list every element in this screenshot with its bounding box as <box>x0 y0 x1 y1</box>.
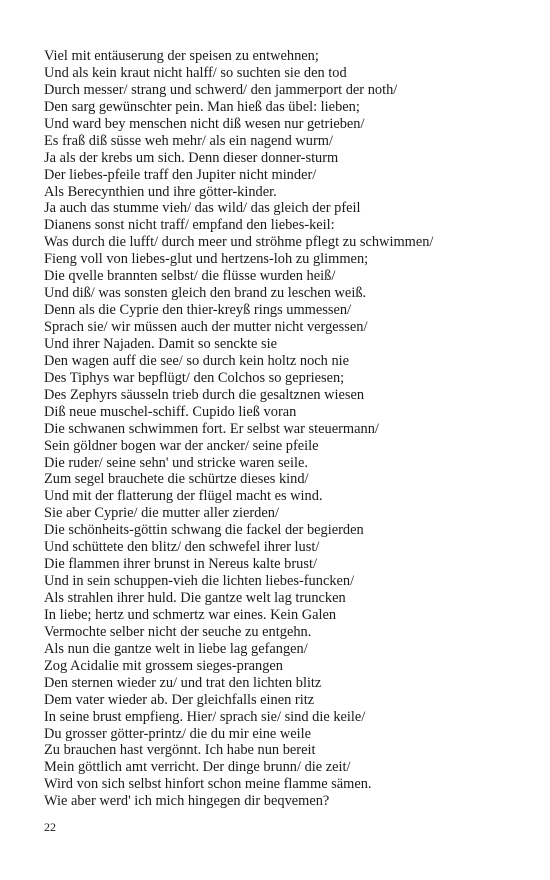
poem-line: Die ruder/ seine sehn' und stricke waren seile. <box>44 454 308 471</box>
poem-line: Durch messer/ strang und schwerd/ den jammerport der noth/ <box>44 81 398 98</box>
poem-line: Der liebes-pfeile traff den Jupiter nicht minder/ <box>44 166 317 183</box>
poem-line: In seine brust empfieng. Hier/ sprach sie/ sind die keile/ <box>44 708 366 725</box>
poem-line: Dem vater wieder ab. Der gleichfalls einen ritz <box>44 691 315 708</box>
poem-line: Diß neue muschel-schiff. Cupido ließ voran <box>44 403 297 420</box>
poem-text <box>44 48 534 810</box>
poem-line: In liebe; hertz und schmertz war eines. Kein Galen <box>44 606 337 623</box>
poem-line: Du grosser götter-printz/ die du mir eine weile <box>44 725 312 742</box>
poem-line: Ja auch das stumme vieh/ das wild/ das gleich der pfeil <box>44 200 361 217</box>
poem-line: Die qvelle brannten selbst/ die flüsse wurden heiß/ <box>44 268 336 285</box>
poem-line: Vermochte selber nicht der seuche zu entgehn. <box>44 623 312 640</box>
poem-line: Zu brauchen hast vergönnt. Ich habe nun bereit <box>44 742 316 759</box>
poem-line: Sein göldner bogen war der ancker/ seine pfeile <box>44 437 319 454</box>
poem-line: Die schwanen schwimmen fort. Er selbst war steuermann/ <box>44 420 379 437</box>
poem-line: Als strahlen ihrer huld. Die gantze welt lag truncken <box>44 590 346 606</box>
poem-line: Denn als die Cyprie den thier-kreyß rings ummessen/ <box>44 302 352 319</box>
poem-line: Fieng voll von liebes-glut und hertzens-loh zu glimmen; <box>44 251 369 268</box>
poem-line: Die schönheits-göttin schwang die fackel der begierden <box>44 522 364 539</box>
poem-line: Wird von sich selbst hinfort schon meine flamme sämen. <box>44 776 372 793</box>
poem-line: Zum segel brauchete die schürtze dieses kind/ <box>44 471 309 488</box>
poem-line: Sprach sie/ wir müssen auch der mutter nicht vergessen/ <box>44 319 368 335</box>
poem-line: Als nun die gantze welt in liebe lag gefangen/ <box>44 640 308 657</box>
poem-line: Und ward bey menschen nicht diß wesen nur getrieben/ <box>44 115 365 132</box>
poem-line: Mein göttlich amt verricht. Der dinge brunn/ die zeit/ <box>44 759 351 776</box>
poem-line: Den wagen auff die see/ so durch kein holtz noch nie <box>44 352 350 369</box>
poem-line: Sie aber Cyprie/ die mutter aller zierden/ <box>44 505 279 522</box>
poem-line: Die flammen ihrer brunst in Nereus kalte brust/ <box>44 556 317 573</box>
poem-line: Den sternen wieder zu/ und trat den lichten blitz <box>44 674 322 691</box>
poem-line: Und mit der flatterung der flügel macht es wind. <box>44 488 323 505</box>
poem-line: Wie aber werd' ich mich hingegen dir beqvemen? <box>44 793 330 810</box>
poem-line: Als Berecynthien und ihre götter-kinder. <box>44 183 277 200</box>
poem-line: Und als kein kraut nicht halff/ so suchten sie den tod <box>44 64 347 81</box>
poem-line: Den sarg gewünschter pein. Man hieß das übel: lieben; <box>44 98 360 115</box>
poem-line: Und in sein schuppen-vieh die lichten liebes-funcken/ <box>44 573 355 590</box>
poem-line: Und diß/ was sonsten gleich den brand zu leschen weiß. <box>44 285 367 302</box>
poem-line: Und ihrer Najaden. Damit so senckte sie <box>44 335 277 352</box>
poem-line: Des Zephyrs säusseln trieb durch die gesaltznen wiesen <box>44 386 365 403</box>
poem-line: Viel mit entäuserung der speisen zu entwehnen; <box>44 48 319 64</box>
poem-line: Was durch die lufft/ durch meer und ströhme pflegt zu schwimmen/ <box>44 234 434 251</box>
poem-line: Ja als der krebs um sich. Denn dieser donner-sturm <box>44 149 339 166</box>
poem-line: Des Tiphys war bepflügt/ den Colchos so gepriesen; <box>44 369 345 386</box>
poem-line: Es fraß diß süsse weh mehr/ als ein nagend wurm/ <box>44 132 333 149</box>
poem-line: Dianens sonst nicht traff/ empfand den liebes-keil: <box>44 217 335 234</box>
poem-line: Zog Acidalie mit grossem sieges-prangen <box>44 657 283 674</box>
page-number: 22 <box>44 820 56 834</box>
poem-line: Und schüttete den blitz/ den schwefel ihrer lust/ <box>44 539 320 556</box>
